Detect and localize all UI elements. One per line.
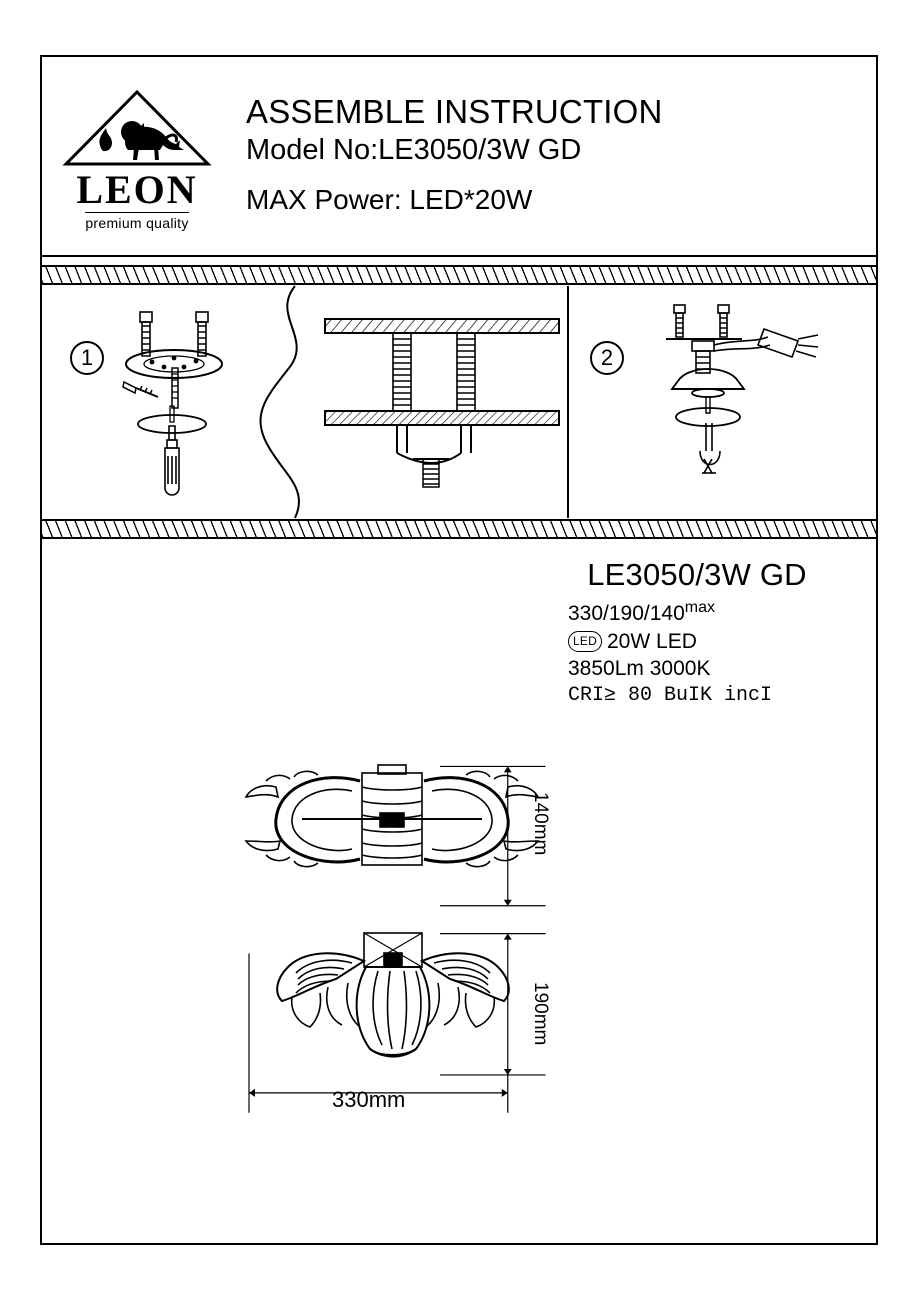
step-divider xyxy=(567,286,569,518)
spec-model: LE3050/3W GD xyxy=(587,557,807,592)
instruction-sheet xyxy=(40,55,878,1245)
spec-block xyxy=(532,557,862,710)
dimension-width-330: 330mm xyxy=(332,1087,406,1112)
header xyxy=(42,57,876,257)
spec-lumen-color: 3850Lm 3000K xyxy=(568,657,711,681)
step-2-figure xyxy=(652,301,852,501)
step-2-number: 2 xyxy=(590,341,624,375)
spec-dimensions-value: 330/190/140 xyxy=(568,601,685,625)
step-1-figure xyxy=(112,306,252,506)
dimension-height-190: 190mm xyxy=(530,982,551,1046)
spec-dimensions-sup: max xyxy=(684,598,716,616)
led-badge-icon: LED xyxy=(568,631,602,652)
page-title: ASSEMBLE INSTRUCTION xyxy=(246,92,663,130)
dimension-height-140: 140mm xyxy=(530,792,551,856)
ceiling-hatch-bottom xyxy=(42,519,876,539)
spec-dimensions xyxy=(568,597,862,628)
steps-area xyxy=(42,286,876,518)
step-1-number: 1 xyxy=(70,341,104,375)
max-power: MAX Power: LED*20W xyxy=(246,183,533,215)
lamp-side-view-drawing xyxy=(232,757,552,897)
brand-name: LEON xyxy=(76,166,198,212)
header-text-block xyxy=(232,57,876,255)
brand-logo xyxy=(42,57,232,255)
spec-wattage-row xyxy=(568,628,862,656)
model-number: Model No:LE3050/3W GD xyxy=(246,133,582,166)
lamp-front-view-drawing xyxy=(232,927,552,1077)
ceiling-cross-section-figure xyxy=(317,311,567,501)
brand-tagline: premium quality xyxy=(85,212,188,231)
lion-triangle-logo-icon xyxy=(62,88,212,168)
ceiling-hatch-top xyxy=(42,265,876,285)
spec-cri: CRI≥ 80 BuIK incI xyxy=(568,684,773,708)
spec-wattage: 20W LED xyxy=(607,629,697,653)
